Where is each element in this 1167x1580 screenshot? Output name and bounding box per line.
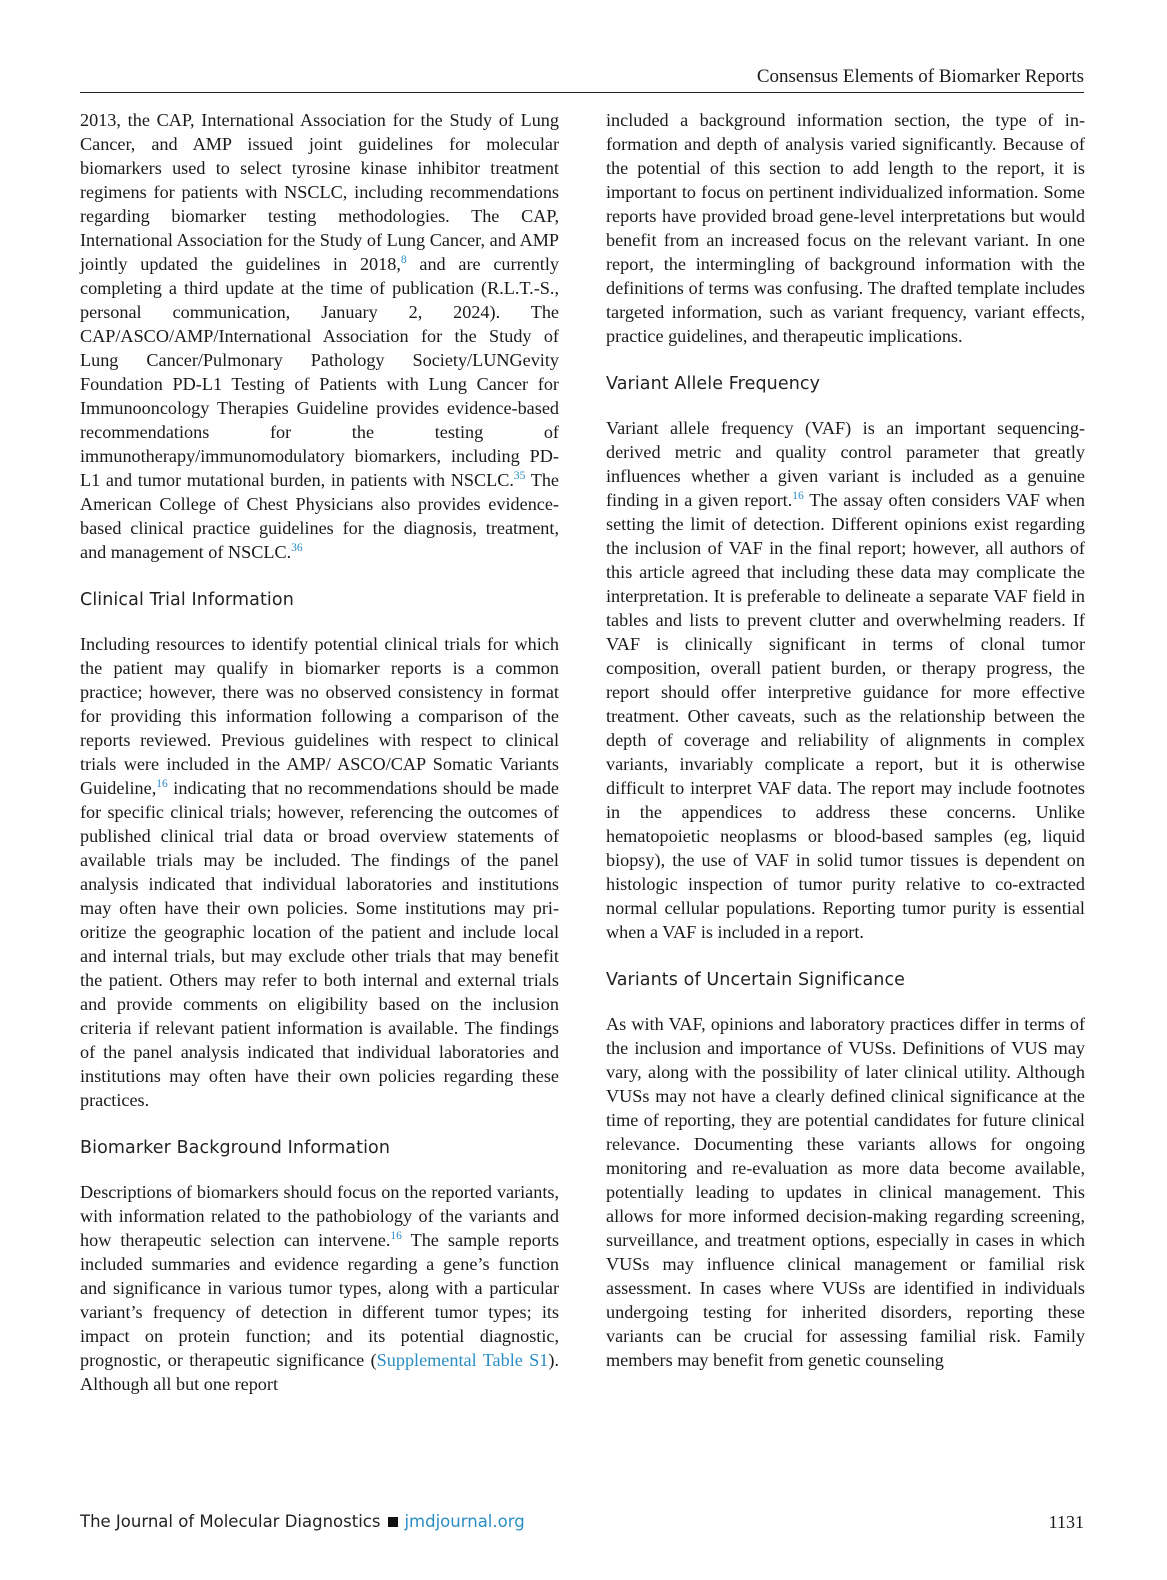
continued-paragraph: included a background information section, the type of information and depth of analysis varied significantly. Because of the potential of this section to add length to the report, it is important to focus on pertinent individualized information. Some reports have provided broad gene-level interpretations but would benefit from an increased focus on the relevant variant. In one report, the intermingling of background information with the definitions of terms was confusing. The drafted template includes targeted information, such as variant frequency, variant effects, practice guidelines, and therapeutic implications. [606,110,1085,346]
section-heading-clinical-trial: Clinical Trial Information [80,590,294,610]
vaf-paragraph: Variant allele frequency (VAF) is an important sequencing-derived metric and quality control parameter that greatly influences whether a given variant is included as a genuine finding in a given report.$^{16}$ The assay often considers VAF when setting the limit of detection. Different opinions exist regarding the inclusion of VAF in the final report; however, all authors of this article agreed that including these data may complicate the interpretation. It is preferable to delineate a separate VAF field in tables and lists to prevent clutter and overwhelming readers. If VAF is clinically significant in terms of clonal tumor composition, overall patient burden, or therapy progress, the report should offer interpretive guidance for more effective treatment. Other caveats, such as the relationship between the depth of coverage and reliability of alignments in complex variants, invariably complicate a report, but it is otherwise difficult to interpret VAF data. The report may include footnotes in the appendices to address these concerns. Unlike hematopoietic neoplasms or blood-based samples (eg, liquid biopsy), the use of VAF in solid tumor tissues is dependent on histologic inspection of tumor purity relative to co-extracted normal cellular populations. Reporting tumor purity is essential when a VAF is included in a report. [606,418,1085,942]
citation-link[interactable]: 16 [156,778,168,790]
running-title: Consensus Elements of Biomarker Reports [756,66,1084,87]
citation-link[interactable]: 8 [400,254,407,266]
section-heading-vaf: Variant Allele Frequency [606,374,821,394]
citation-link[interactable]: 35 [513,470,526,482]
vus-paragraph: As with VAF, opinions and laboratory practices differ in terms of the inclusion and importance of VUSs. Definitions of VUS may vary, along with the possibility of later clinical utility. Although VUSs may not have a clearly defined clinical significance at the time of reporting, they are potential candidates for future clinical relevance. Documenting these variants allows for ongoing monitoring and re-evaluation as more data become available, potentially leading to updates in clinical management. This allows for more informed decision-making regarding screening, surveillance, and treatment options, especially in cases in which VUSs may influence clinical management or familial risk assessment. In cases where VUSs are identified in individuals undergoing testing for inherited disorders, reporting these variants can be crucial for assessing familial risk. Family members may benefit from genetic counseling [606,1014,1085,1370]
biomarker-background-paragraph: Descriptions of biomarkers should focus on the reported variants, with information related to the pathobiology of the variants and how therapeutic selection can intervene.$^{16}$ The sample reports included summaries and evidence regarding a gene’s function and significance in various tumor types, along with a particular variant’s frequency of detection in different tumor types; its impact on protein function; and its potential diagnostic, prognostic, or therapeutic significance (Supplemental Table S1). Although all but one report [80,1182,559,1394]
journal-website-link[interactable]: jmdjournal.org [404,1512,525,1531]
clinical-trial-paragraph: Including resources to identify potential clinical trials for which the patient may qualify in biomarker reports is a common practice; however, there was no observed consistency in format for providing this information following a comparison of the reports reviewed. Previous guidelines with respect to clinical trials were included in the AMP/ ASCO/CAP Somatic Variants Guideline,$^{16}$ indicating that no recommendations should be made for specific clinical trials; however, referencing the outcomes of published clinical trial data or broad overview statements of available trials may be included. The findings of the panel analysis indicated that individual laboratories and institutions may often have their own policies. Some institutions may prioritize the geographic location of the patient and include local and internal trials, but may exclude other trials that may benefit the patient. Others may refer to both internal and external trials and provide comments on eligibility based on the inclusion criteria if relevant patient information is available. The findings of the panel analysis indicated that individual laboratories and institutions may often have their own policies regarding these practices. [80,634,559,1110]
square-bullet-icon [388,1517,398,1527]
journal-name: The Journal of Molecular Diagnostics [80,1512,381,1531]
section-heading-vus: Variants of Uncertain Significance [606,970,906,990]
section-heading-biomarker-background: Biomarker Background Information [80,1138,391,1158]
citation-link[interactable]: 36 [291,542,303,554]
running-head [80,64,1084,93]
intro-paragraph: 2013, the CAP, International Association for the Study of Lung Cancer, and AMP issued joint guidelines for molecular biomarkers used to select tyrosine kinase inhibitor treatment regimens for patients with NSCLC, including recommendations regarding biomarker testing methodologies. The CAP, International Association for the Study of Lung Cancer, and AMP jointly updated the guidelines in 2018,$^8$ and are currently completing a third update at the time of publication (R.L.T.-S., personal communication, January 2, 2024). The CAP/ASCO/AMP/International Association for the Study of Lung Cancer/Pulmonary Pathology Society/LUNGevity Foundation PD-L1 Testing of Patients with Lung Cancer for Immunooncology Therapies Guideline provides evidence-based recommendations for the testing of immunotherapy/immunomodulatory biomarkers, including PD-L1 and tumor mutational burden, in patients with NSCLC.$^{35}$ The American College of Chest Physicians also provides evidence-based clinical practice guidelines for the diagnosis, treatment, and management of NSCLC.$^{36}$ [80,110,559,562]
supplemental-table-link[interactable]: Supplemental Table S1 [376,1350,549,1370]
citation-link[interactable]: 16 [390,1230,402,1242]
citation-link[interactable]: 16 [792,490,804,502]
left-column [80,108,559,1396]
right-column [606,108,1085,1372]
page-number: 1131 [1048,1512,1084,1532]
page-footer [80,1509,1084,1535]
